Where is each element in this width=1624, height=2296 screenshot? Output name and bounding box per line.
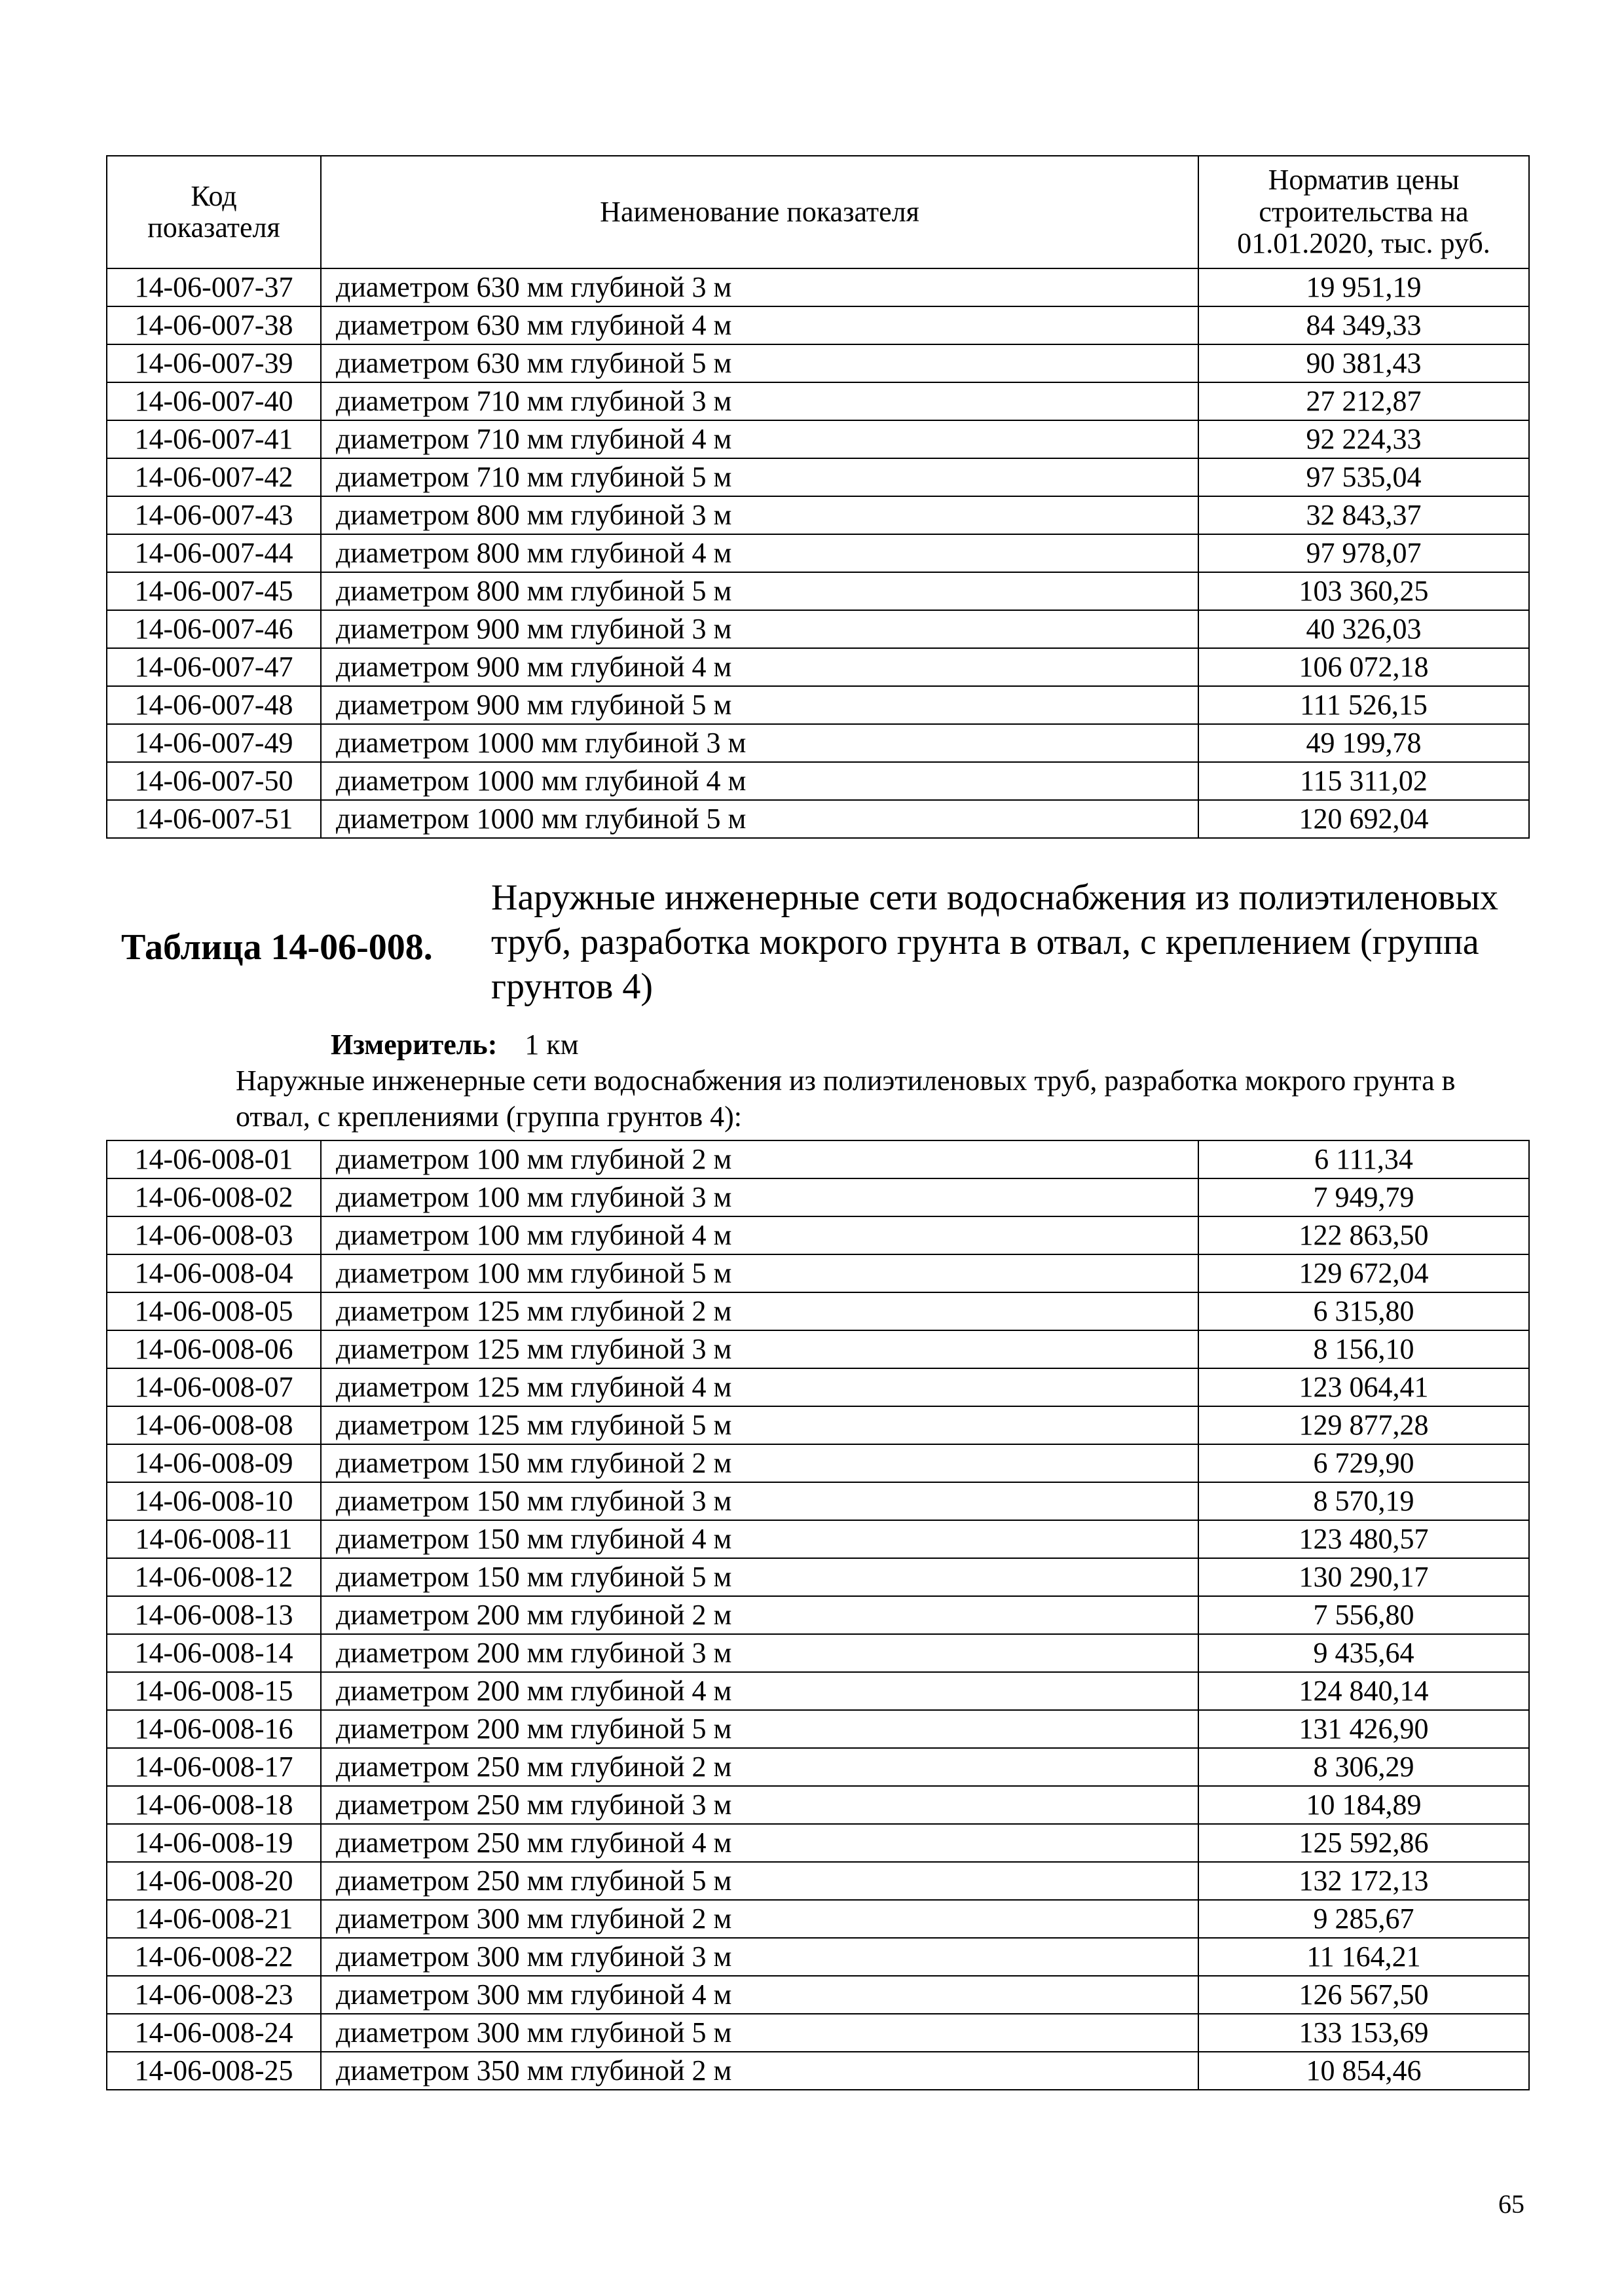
- name-cell: диаметром 150 мм глубиной 3 м: [321, 1482, 1198, 1520]
- name-cell: диаметром 150 мм глубиной 5 м: [321, 1558, 1198, 1596]
- name-cell: диаметром 710 мм глубиной 3 м: [321, 382, 1198, 420]
- name-cell: диаметром 1000 мм глубиной 3 м: [321, 724, 1198, 762]
- table-row: [107, 1976, 1529, 2014]
- header-code-line: Код: [191, 179, 237, 212]
- table-row: [107, 1824, 1529, 1862]
- table-row: [107, 1368, 1529, 1406]
- table-row: [107, 496, 1529, 534]
- table-row: [107, 1710, 1529, 1748]
- name-cell: диаметром 200 мм глубиной 5 м: [321, 1710, 1198, 1748]
- code-cell: 14-06-008-01: [107, 1140, 321, 1178]
- price-cell: 106 072,18: [1198, 648, 1529, 686]
- price-cell: 7 556,80: [1198, 1596, 1529, 1634]
- table-heading: [121, 875, 1549, 1019]
- code-cell: 14-06-008-08: [107, 1406, 321, 1444]
- code-cell: 14-06-008-04: [107, 1254, 321, 1292]
- code-cell: 14-06-007-39: [107, 344, 321, 382]
- code-cell: 14-06-008-12: [107, 1558, 321, 1596]
- price-cell: 27 212,87: [1198, 382, 1529, 420]
- name-cell: диаметром 250 мм глубиной 4 м: [321, 1824, 1198, 1862]
- name-cell: диаметром 250 мм глубиной 3 м: [321, 1786, 1198, 1824]
- code-cell: 14-06-007-50: [107, 762, 321, 800]
- code-cell: 14-06-008-24: [107, 2014, 321, 2052]
- price-cell: 6 729,90: [1198, 1444, 1529, 1482]
- table-row: [107, 1634, 1529, 1672]
- name-cell: диаметром 150 мм глубиной 2 м: [321, 1444, 1198, 1482]
- table-row: [107, 268, 1529, 306]
- code-cell: 14-06-008-10: [107, 1482, 321, 1520]
- header-price-line: 01.01.2020, тыс. руб.: [1237, 227, 1490, 260]
- code-cell: 14-06-007-46: [107, 610, 321, 648]
- code-cell: 14-06-007-37: [107, 268, 321, 306]
- table-row: [107, 572, 1529, 610]
- table-row: [107, 800, 1529, 838]
- price-cell: 97 978,07: [1198, 534, 1529, 572]
- header-name: Наименование показателя: [321, 156, 1198, 268]
- name-cell: диаметром 630 мм глубиной 5 м: [321, 344, 1198, 382]
- code-cell: 14-06-008-07: [107, 1368, 321, 1406]
- header-price-line: Норматив цены: [1268, 164, 1460, 196]
- code-cell: 14-06-008-22: [107, 1938, 321, 1976]
- price-cell: 123 480,57: [1198, 1520, 1529, 1558]
- table-row: [107, 762, 1529, 800]
- table-row: [107, 1254, 1529, 1292]
- header-code: [107, 156, 321, 268]
- name-cell: диаметром 300 мм глубиной 4 м: [321, 1976, 1198, 2014]
- table-row: [107, 724, 1529, 762]
- price-cell: 6 315,80: [1198, 1292, 1529, 1330]
- table-row: [107, 1520, 1529, 1558]
- name-cell: диаметром 800 мм глубиной 4 м: [321, 534, 1198, 572]
- price-cell: 131 426,90: [1198, 1710, 1529, 1748]
- code-cell: 14-06-008-19: [107, 1824, 321, 1862]
- name-cell: диаметром 300 мм глубиной 2 м: [321, 1900, 1198, 1938]
- name-cell: диаметром 100 мм глубиной 3 м: [321, 1178, 1198, 1216]
- price-cell: 90 381,43: [1198, 344, 1529, 382]
- table-row: [107, 306, 1529, 344]
- price-cell: 129 672,04: [1198, 1254, 1529, 1292]
- code-cell: 14-06-008-06: [107, 1330, 321, 1368]
- name-cell: диаметром 710 мм глубиной 4 м: [321, 420, 1198, 458]
- price-cell: 84 349,33: [1198, 306, 1529, 344]
- price-cell: 124 840,14: [1198, 1672, 1529, 1710]
- table-row: [107, 648, 1529, 686]
- name-cell: диаметром 100 мм глубиной 2 м: [321, 1140, 1198, 1178]
- name-cell: диаметром 150 мм глубиной 4 м: [321, 1520, 1198, 1558]
- unit-value: 1 км: [525, 1029, 579, 1061]
- table-row: [107, 1216, 1529, 1254]
- code-cell: 14-06-008-09: [107, 1444, 321, 1482]
- name-cell: диаметром 900 мм глубиной 5 м: [321, 686, 1198, 724]
- name-cell: диаметром 100 мм глубиной 5 м: [321, 1254, 1198, 1292]
- price-cell: 10 184,89: [1198, 1786, 1529, 1824]
- code-cell: 14-06-008-17: [107, 1748, 321, 1786]
- name-cell: диаметром 250 мм глубиной 2 м: [321, 1748, 1198, 1786]
- table-row: [107, 1786, 1529, 1824]
- price-cell: 19 951,19: [1198, 268, 1529, 306]
- price-cell: 133 153,69: [1198, 2014, 1529, 2052]
- name-cell: диаметром 125 мм глубиной 3 м: [321, 1330, 1198, 1368]
- price-cell: 130 290,17: [1198, 1558, 1529, 1596]
- table-row: [107, 1292, 1529, 1330]
- table-title: Наружные инженерные сети водоснабжения из полиэтиленовых труб, разработка мокрого грунта в отвал, с креплением (группа грунтов 4): [491, 877, 1498, 1007]
- code-cell: 14-06-008-13: [107, 1596, 321, 1634]
- price-cell: 49 199,78: [1198, 724, 1529, 762]
- name-cell: диаметром 250 мм глубиной 5 м: [321, 1862, 1198, 1900]
- price-cell: 11 164,21: [1198, 1938, 1529, 1976]
- name-cell: диаметром 200 мм глубиной 2 м: [321, 1596, 1198, 1634]
- unit-label: Измеритель:: [331, 1029, 498, 1061]
- price-cell: 9 435,64: [1198, 1634, 1529, 1672]
- table-row: [107, 2014, 1529, 2052]
- name-cell: диаметром 800 мм глубиной 3 м: [321, 496, 1198, 534]
- price-cell: 126 567,50: [1198, 1976, 1529, 2014]
- price-cell: 8 570,19: [1198, 1482, 1529, 1520]
- table-row: [107, 1558, 1529, 1596]
- code-cell: 14-06-007-40: [107, 382, 321, 420]
- name-cell: диаметром 125 мм глубиной 2 м: [321, 1292, 1198, 1330]
- table-row: [107, 1938, 1529, 1976]
- price-cell: 7 949,79: [1198, 1178, 1529, 1216]
- code-cell: 14-06-008-02: [107, 1178, 321, 1216]
- table-row: [107, 382, 1529, 420]
- table-row: [107, 1748, 1529, 1786]
- name-cell: диаметром 350 мм глубиной 2 м: [321, 2052, 1198, 2090]
- code-cell: 14-06-008-20: [107, 1862, 321, 1900]
- name-cell: диаметром 1000 мм глубиной 5 м: [321, 800, 1198, 838]
- name-cell: диаметром 125 мм глубиной 5 м: [321, 1406, 1198, 1444]
- table-row: [107, 686, 1529, 724]
- code-cell: 14-06-007-41: [107, 420, 321, 458]
- price-cell: 125 592,86: [1198, 1824, 1529, 1862]
- code-cell: 14-06-008-23: [107, 1976, 321, 2014]
- header-code-line: показателя: [147, 211, 280, 244]
- table-row: [107, 610, 1529, 648]
- code-cell: 14-06-007-42: [107, 458, 321, 496]
- code-cell: 14-06-008-11: [107, 1520, 321, 1558]
- code-cell: 14-06-008-05: [107, 1292, 321, 1330]
- price-cell: 40 326,03: [1198, 610, 1529, 648]
- price-cell: 32 843,37: [1198, 496, 1529, 534]
- code-cell: 14-06-007-48: [107, 686, 321, 724]
- table-row: [107, 458, 1529, 496]
- table-row: [107, 534, 1529, 572]
- table-row: [107, 1140, 1529, 1178]
- name-cell: диаметром 800 мм глубиной 5 м: [321, 572, 1198, 610]
- code-cell: 14-06-007-49: [107, 724, 321, 762]
- price-cell: 123 064,41: [1198, 1368, 1529, 1406]
- price-cell: 92 224,33: [1198, 420, 1529, 458]
- name-cell: диаметром 125 мм глубиной 4 м: [321, 1368, 1198, 1406]
- code-cell: 14-06-008-25: [107, 2052, 321, 2090]
- code-cell: 14-06-007-38: [107, 306, 321, 344]
- price-cell: 10 854,46: [1198, 2052, 1529, 2090]
- table-number: Таблица 14-06-008.: [121, 927, 433, 968]
- price-cell: 120 692,04: [1198, 800, 1529, 838]
- price-cell: 8 156,10: [1198, 1330, 1529, 1368]
- table-row: [107, 420, 1529, 458]
- price-cell: 103 360,25: [1198, 572, 1529, 610]
- name-cell: диаметром 200 мм глубиной 3 м: [321, 1634, 1198, 1672]
- table-row: [107, 1862, 1529, 1900]
- name-cell: диаметром 900 мм глубиной 3 м: [321, 610, 1198, 648]
- table-row: [107, 1900, 1529, 1938]
- table-row: [107, 2052, 1529, 2090]
- code-cell: 14-06-008-16: [107, 1710, 321, 1748]
- price-cell: 97 535,04: [1198, 458, 1529, 496]
- table-row: [107, 1596, 1529, 1634]
- price-cell: 129 877,28: [1198, 1406, 1529, 1444]
- name-cell: диаметром 100 мм глубиной 4 м: [321, 1216, 1198, 1254]
- name-cell: диаметром 900 мм глубиной 4 м: [321, 648, 1198, 686]
- header-price: [1198, 156, 1529, 268]
- table-row: [107, 1178, 1529, 1216]
- header-price-line: строительства на: [1259, 195, 1469, 228]
- name-cell: диаметром 1000 мм глубиной 4 м: [321, 762, 1198, 800]
- table-description: Наружные инженерные сети водоснабжения из полиэтиленовых труб, разработка мокрого грунта в отвал, с креплениями (группа грунтов 4):: [236, 1065, 1456, 1133]
- name-cell: диаметром 710 мм глубиной 5 м: [321, 458, 1198, 496]
- code-cell: 14-06-008-14: [107, 1634, 321, 1672]
- page-number: 65: [1498, 2189, 1524, 2219]
- price-cell: 122 863,50: [1198, 1216, 1529, 1254]
- name-cell: диаметром 630 мм глубиной 4 м: [321, 306, 1198, 344]
- table-row: [107, 1444, 1529, 1482]
- price-table-14-06-008: [106, 1140, 1530, 2090]
- table-row: [107, 344, 1529, 382]
- price-cell: 111 526,15: [1198, 686, 1529, 724]
- price-cell: 115 311,02: [1198, 762, 1529, 800]
- code-cell: 14-06-007-51: [107, 800, 321, 838]
- name-cell: диаметром 630 мм глубиной 3 м: [321, 268, 1198, 306]
- table-row: [107, 1482, 1529, 1520]
- name-cell: диаметром 300 мм глубиной 3 м: [321, 1938, 1198, 1976]
- price-table-continued: [106, 155, 1530, 839]
- code-cell: 14-06-008-03: [107, 1216, 321, 1254]
- name-cell: диаметром 300 мм глубиной 5 м: [321, 2014, 1198, 2052]
- name-cell: диаметром 200 мм глубиной 4 м: [321, 1672, 1198, 1710]
- price-cell: 8 306,29: [1198, 1748, 1529, 1786]
- unit-of-measure: [331, 1028, 579, 1061]
- table-row: [107, 1330, 1529, 1368]
- table-row: [107, 1406, 1529, 1444]
- code-cell: 14-06-007-43: [107, 496, 321, 534]
- code-cell: 14-06-008-15: [107, 1672, 321, 1710]
- price-cell: 9 285,67: [1198, 1900, 1529, 1938]
- code-cell: 14-06-008-18: [107, 1786, 321, 1824]
- table-row: [107, 1672, 1529, 1710]
- table-header-row: [107, 156, 1529, 268]
- code-cell: 14-06-007-45: [107, 572, 321, 610]
- code-cell: 14-06-008-21: [107, 1900, 321, 1938]
- price-cell: 6 111,34: [1198, 1140, 1529, 1178]
- code-cell: 14-06-007-47: [107, 648, 321, 686]
- code-cell: 14-06-007-44: [107, 534, 321, 572]
- price-cell: 132 172,13: [1198, 1862, 1529, 1900]
